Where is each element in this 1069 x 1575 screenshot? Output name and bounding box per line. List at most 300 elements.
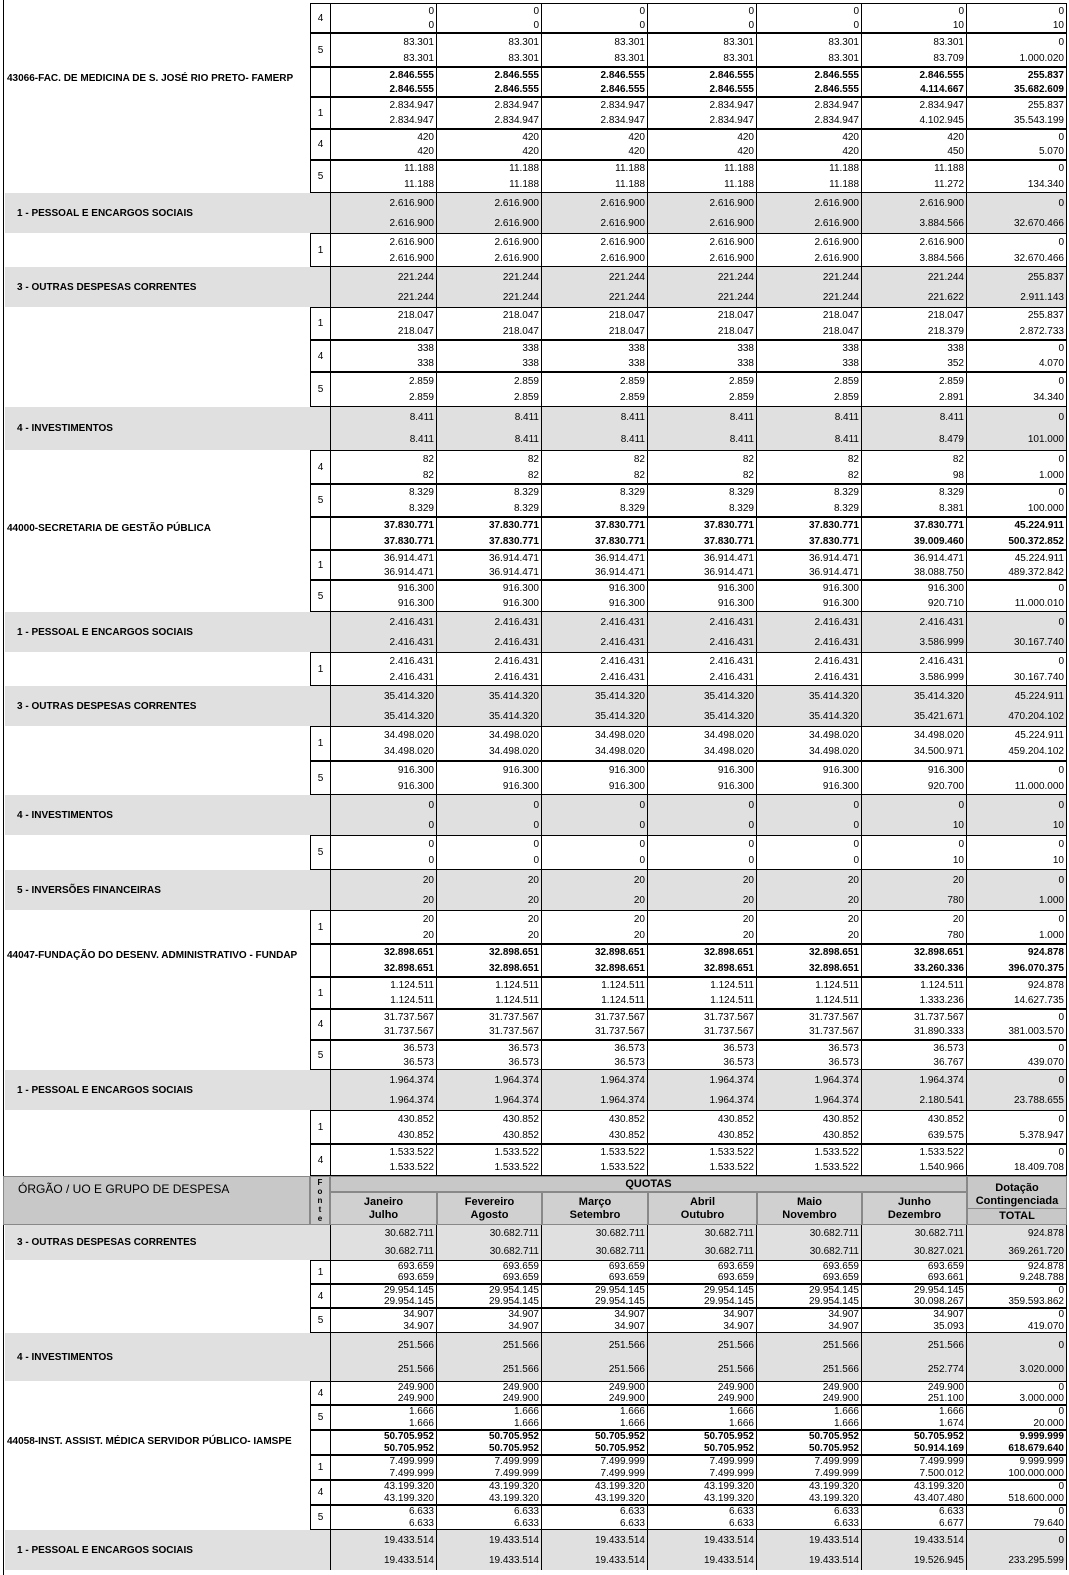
fonte-cell: 1 [310,550,330,580]
value-bottom: 249.900 [502,1393,539,1404]
value-bottom: 19.433.514 [808,1554,859,1566]
value-bottom: 0 [748,855,754,867]
fonte-row [0,307,1069,340]
value-cell [967,1308,1067,1333]
value-cell [757,1070,862,1110]
value-cell [967,407,1067,450]
value-cell [757,612,862,652]
value-bottom: 1.666 [408,1417,434,1429]
value-bottom: 0 [853,819,859,831]
value-cell [648,726,757,761]
value-top: 6.633 [513,1506,539,1518]
value-top: 8.411 [409,412,434,424]
header-month: Março Setembro [542,1192,648,1225]
value-bottom: 19.526.945 [913,1554,964,1566]
value-cell [542,944,648,977]
fonte-row [0,484,1069,517]
value-top: 916.300 [608,583,645,594]
fonte-row [0,1480,1069,1505]
value-cell [542,1110,648,1144]
value-cell [542,1505,648,1530]
value-cell [648,1040,757,1070]
value-bottom: 35.421.671 [913,710,964,722]
value-cell [757,550,862,580]
value-bottom: 43.199.320 [488,1492,539,1504]
fonte-cell: 1 [310,97,330,129]
value-top: 0 [1058,1147,1064,1158]
value-top: 1.124.511 [920,980,964,991]
value-cell [862,1530,967,1570]
group-row [0,1333,1069,1381]
value-cell [330,550,437,580]
value-cell [862,550,967,580]
value-bottom: 221.244 [608,291,645,303]
value-bottom: 1.000.020 [1019,52,1064,64]
value-top: 7.499.999 [814,1456,859,1468]
value-cell [757,450,862,484]
value-bottom: 470.204.102 [1008,710,1064,722]
value-cell [757,33,862,67]
value-bottom: 2.834.947 [814,115,859,126]
value-bottom: 920.710 [927,598,964,609]
value-bottom: 1.674 [938,1417,964,1429]
fonte-cell: 5 [310,1040,330,1070]
fonte-row [0,372,1069,407]
value-cell [330,835,437,870]
fonte-cell: 4 [310,340,330,372]
value-top: 19.433.514 [703,1534,754,1546]
value-cell [542,233,648,267]
value-top: 0 [958,799,964,811]
value-bottom: 34.498.020 [488,746,539,758]
value-cell [967,612,1067,652]
value-top: 2.859 [408,375,434,387]
value-top: 2.416.431 [709,616,754,628]
value-bottom: 82 [422,469,434,481]
value-cell [437,267,542,307]
value-top: 2.859 [619,375,645,387]
value-cell [330,233,437,267]
value-bottom: 43.199.320 [383,1492,434,1504]
value-top: 9.999.999 [1019,1456,1064,1468]
value-bottom: 19.433.514 [488,1554,539,1566]
value-cell [542,267,648,307]
value-cell [967,726,1067,761]
value-cell [330,484,437,517]
value-bottom: 8.329 [513,502,539,514]
value-top: 45.224.911 [1014,690,1064,702]
value-cell [967,550,1067,580]
fonte-cell [310,612,330,652]
value-cell [648,307,757,340]
value-top: 32.898.651 [488,947,539,959]
value-bottom: 2.834.947 [709,115,754,126]
value-cell [648,795,757,835]
value-cell [330,160,437,193]
value-bottom: 37.830.771 [594,535,645,547]
value-cell [862,1333,967,1381]
value-top: 1.666 [408,1406,434,1418]
org-row [0,944,1069,977]
value-cell [862,267,967,307]
value-top: 43.199.320 [383,1481,434,1493]
value-top: 20 [633,874,645,886]
value-cell [862,580,967,612]
value-top: 0 [428,5,434,17]
value-cell [757,1225,862,1260]
value-cell [437,129,542,160]
value-bottom: 2.846.555 [494,83,539,95]
value-bottom: 82 [847,469,859,481]
value-bottom: 0 [533,819,539,831]
value-bottom: 2.616.900 [494,252,539,264]
value-bottom: 8.329 [833,502,859,514]
value-bottom: 430.852 [608,1129,645,1141]
value-cell [757,307,862,340]
header-label: ÓRGÃO / UO E GRUPO DE DESPESA [3,1176,310,1225]
fonte-cell: 4 [310,1009,330,1040]
fonte-cell: 5 [310,761,330,795]
value-cell [330,1455,437,1480]
value-cell [648,407,757,450]
org-row [0,67,1069,97]
value-top: 45.224.911 [1014,729,1064,741]
fonte-cell: 5 [310,33,330,67]
value-top: 2.616.900 [494,236,539,248]
value-top: 8.329 [938,487,964,499]
value-top: 1.964.374 [709,1074,754,1086]
row-label: 3 - OUTRAS DESPESAS CORRENTES [5,267,330,307]
fonte-cell: 4 [310,450,330,484]
value-cell [648,550,757,580]
value-cell [648,97,757,129]
value-top: 0 [1058,131,1064,143]
value-top: 916.300 [397,764,434,776]
value-cell [542,1308,648,1333]
value-top: 6.633 [833,1506,859,1518]
value-bottom: 8.411 [514,433,539,445]
value-cell [862,1430,967,1455]
value-bottom: 251.100 [927,1393,964,1404]
value-cell [542,1284,648,1308]
value-top: 0 [1058,799,1064,811]
value-cell [757,1040,862,1070]
value-bottom: 98 [952,469,964,481]
value-bottom: 30.827.021 [913,1245,964,1257]
value-bottom: 338 [417,358,434,369]
value-bottom: 83.709 [933,52,964,64]
value-cell [862,944,967,977]
value-cell [862,1144,967,1176]
value-top: 45.224.911 [1014,520,1064,532]
value-top: 0 [1058,616,1064,628]
fonte-row [0,1144,1069,1176]
value-cell [330,1308,437,1333]
value-bottom: 50.705.952 [703,1442,754,1454]
value-top: 2.616.900 [600,236,645,248]
value-top: 34.907 [403,1309,434,1321]
value-top: 20 [422,874,434,886]
value-top: 2.834.947 [709,100,754,111]
value-bottom: 29.954.145 [703,1296,754,1307]
value-bottom: 11.188 [404,178,434,190]
value-bottom: 35.682.609 [1013,83,1064,95]
value-top: 221.244 [608,271,645,283]
value-bottom: 5.070 [1038,146,1064,158]
row-label: 1 - PESSOAL E ENCARGOS SOCIAIS [5,612,330,652]
value-bottom: 420 [842,146,859,158]
value-top: 2.416.431 [600,655,645,667]
value-bottom: 0 [748,819,754,831]
value-bottom: 2.180.541 [919,1094,964,1106]
value-top: 0 [1058,655,1064,667]
value-top: 36.914.471 [913,552,964,564]
value-cell [967,1009,1067,1040]
value-top: 37.830.771 [594,520,645,532]
value-cell [862,340,967,372]
value-bottom: 459.204.102 [1008,746,1064,758]
value-top: 0 [1058,764,1064,776]
value-bottom: 32.898.651 [703,962,754,974]
value-cell [437,1405,542,1430]
value-bottom: 2.416.431 [709,671,754,683]
value-top: 7.499.999 [389,1456,434,1468]
value-cell [967,1405,1067,1430]
fonte-cell: 4 [310,3,330,33]
value-bottom: 916.300 [608,598,645,609]
value-cell [330,517,437,550]
value-top: 430.852 [822,1113,859,1125]
value-cell [437,1225,542,1260]
fonte-cell: 4 [310,129,330,160]
value-top: 2.416.431 [709,655,754,667]
value-top: 20 [527,913,539,925]
value-top: 2.616.900 [389,197,434,209]
value-cell [330,1381,437,1405]
value-top: 0 [1058,1309,1064,1321]
value-bottom: 38.088.750 [913,566,964,578]
value-bottom: 221.244 [502,291,539,303]
value-cell [437,1381,542,1405]
value-top: 19.433.514 [383,1534,434,1546]
value-bottom: 2.616.900 [600,252,645,264]
value-cell [542,340,648,372]
value-cell [648,67,757,97]
value-bottom: 20 [847,894,859,906]
value-cell [967,3,1067,33]
fonte-cell [310,795,330,835]
value-top: 34.498.020 [594,729,645,741]
value-bottom: 36.573 [723,1056,754,1068]
value-top: 1.964.374 [494,1074,539,1086]
value-top: 0 [853,799,859,811]
value-bottom: 251.566 [397,1363,434,1375]
value-top: 50.705.952 [913,1431,964,1443]
value-top: 0 [748,838,754,850]
value-bottom: 2.416.431 [814,636,859,648]
value-top: 0 [1058,453,1064,465]
value-top: 11.188 [934,163,964,175]
value-top: 43.199.320 [703,1481,754,1493]
value-top: 31.737.567 [383,1011,434,1023]
value-top: 916.300 [717,583,754,594]
value-top: 36.573 [508,1042,539,1054]
value-bottom: 37.830.771 [383,535,434,547]
fonte-row [0,1455,1069,1480]
value-top: 2.846.555 [389,69,434,81]
value-bottom: 20 [633,894,645,906]
fonte-row [0,652,1069,686]
value-bottom: 249.900 [397,1393,434,1404]
value-top: 37.830.771 [383,520,434,532]
group-row [0,193,1069,233]
header-month: Janeiro Julho [330,1192,437,1225]
value-bottom: 359.593.862 [1008,1296,1064,1307]
value-top: 916.300 [397,583,434,594]
value-cell [437,160,542,193]
fonte-cell: 5 [310,580,330,612]
value-top: 0 [428,799,434,811]
value-top: 19.433.514 [808,1534,859,1546]
value-top: 7.499.999 [709,1456,754,1468]
value-top: 430.852 [608,1113,645,1125]
value-cell [437,450,542,484]
value-cell [648,686,757,726]
value-cell [437,1284,542,1308]
value-cell [330,3,437,33]
value-top: 9.999.999 [1019,1431,1064,1443]
value-bottom: 37.830.771 [703,535,754,547]
value-top: 82 [633,453,645,465]
value-cell [437,795,542,835]
value-bottom: 50.705.952 [383,1442,434,1454]
value-cell [330,97,437,129]
fonte-cell: 5 [310,484,330,517]
value-top: 924.878 [1027,1261,1064,1272]
value-top: 83.301 [933,36,964,48]
value-cell [757,372,862,407]
value-cell [330,1284,437,1308]
value-cell [648,267,757,307]
value-top: 0 [1058,1113,1064,1125]
value-cell [757,1530,862,1570]
value-cell [437,233,542,267]
value-top: 11.188 [829,163,859,175]
value-cell [648,129,757,160]
value-bottom: 23.788.655 [1013,1094,1064,1106]
value-top: 6.633 [619,1506,645,1518]
value-cell [862,1110,967,1144]
value-bottom: 233.295.599 [1008,1554,1064,1566]
value-bottom: 33.260.336 [913,962,964,974]
value-cell [757,910,862,944]
value-bottom: 8.479 [938,433,964,445]
value-bottom: 20 [527,894,539,906]
value-cell [330,1009,437,1040]
value-bottom: 18.409.708 [1013,1162,1064,1173]
fonte-cell: 4 [310,1480,330,1505]
value-top: 916.300 [927,764,964,776]
value-cell [437,1009,542,1040]
value-cell [648,193,757,233]
value-cell [542,129,648,160]
value-bottom: 0 [639,819,645,831]
value-top: 29.954.145 [808,1285,859,1296]
value-top: 221.244 [822,271,859,283]
value-cell [648,1284,757,1308]
value-top: 8.411 [729,412,754,424]
group-row [0,407,1069,450]
value-cell [967,1110,1067,1144]
value-cell [648,233,757,267]
value-top: 255.837 [1027,69,1064,81]
value-cell [330,761,437,795]
value-top: 36.914.471 [488,552,539,564]
value-bottom: 79.640 [1033,1517,1064,1529]
value-bottom: 780 [947,929,964,941]
value-top: 1.124.511 [601,980,645,991]
value-bottom: 32.670.466 [1013,217,1064,229]
value-bottom: 221.622 [927,291,964,303]
value-bottom: 20.000 [1033,1417,1064,1429]
value-top: 0 [1058,874,1064,886]
value-top: 2.859 [513,375,539,387]
value-cell [437,1144,542,1176]
value-cell [437,1430,542,1455]
value-top: 0 [1058,236,1064,248]
value-bottom: 916.300 [502,598,539,609]
value-top: 30.682.711 [914,1228,964,1240]
value-cell [542,450,648,484]
value-cell [330,67,437,97]
value-cell [967,686,1067,726]
value-bottom: 3.000.000 [1019,1393,1064,1404]
value-top: 1.533.522 [919,1147,964,1158]
value-cell [862,450,967,484]
value-bottom: 430.852 [717,1129,754,1141]
value-bottom: 0 [428,819,434,831]
row-label: 3 - OUTRAS DESPESAS CORRENTES [5,1225,330,1260]
value-top: 924.878 [1027,947,1064,959]
value-top: 0 [533,5,539,17]
value-top: 0 [1058,1285,1064,1296]
fonte-cell: 4 [310,1284,330,1308]
value-top: 50.705.952 [383,1431,434,1443]
group-row [0,686,1069,726]
value-bottom: 100.000 [1027,502,1064,514]
value-top: 2.616.900 [709,236,754,248]
value-bottom: 2.616.900 [709,217,754,229]
value-bottom: 20 [742,929,754,941]
value-bottom: 218.047 [608,325,645,337]
value-cell [648,652,757,686]
fonte-cell [310,686,330,726]
value-top: 255.837 [1027,310,1064,322]
value-top: 430.852 [927,1113,964,1125]
row-label: 44000-SECRETARIA DE GESTÃO PÚBLICA [7,523,211,534]
value-bottom: 34.498.020 [594,746,645,758]
fonte-cell: 5 [310,1405,330,1430]
value-bottom: 218.047 [822,325,859,337]
row-label: 1 - PESSOAL E ENCARGOS SOCIAIS [5,193,330,233]
value-bottom: 1.533.522 [389,1162,434,1173]
value-cell [330,193,437,233]
value-bottom: 39.009.460 [913,535,964,547]
value-bottom: 618.679.640 [1008,1442,1064,1454]
value-cell [967,193,1067,233]
value-cell [437,550,542,580]
group-row [0,795,1069,835]
